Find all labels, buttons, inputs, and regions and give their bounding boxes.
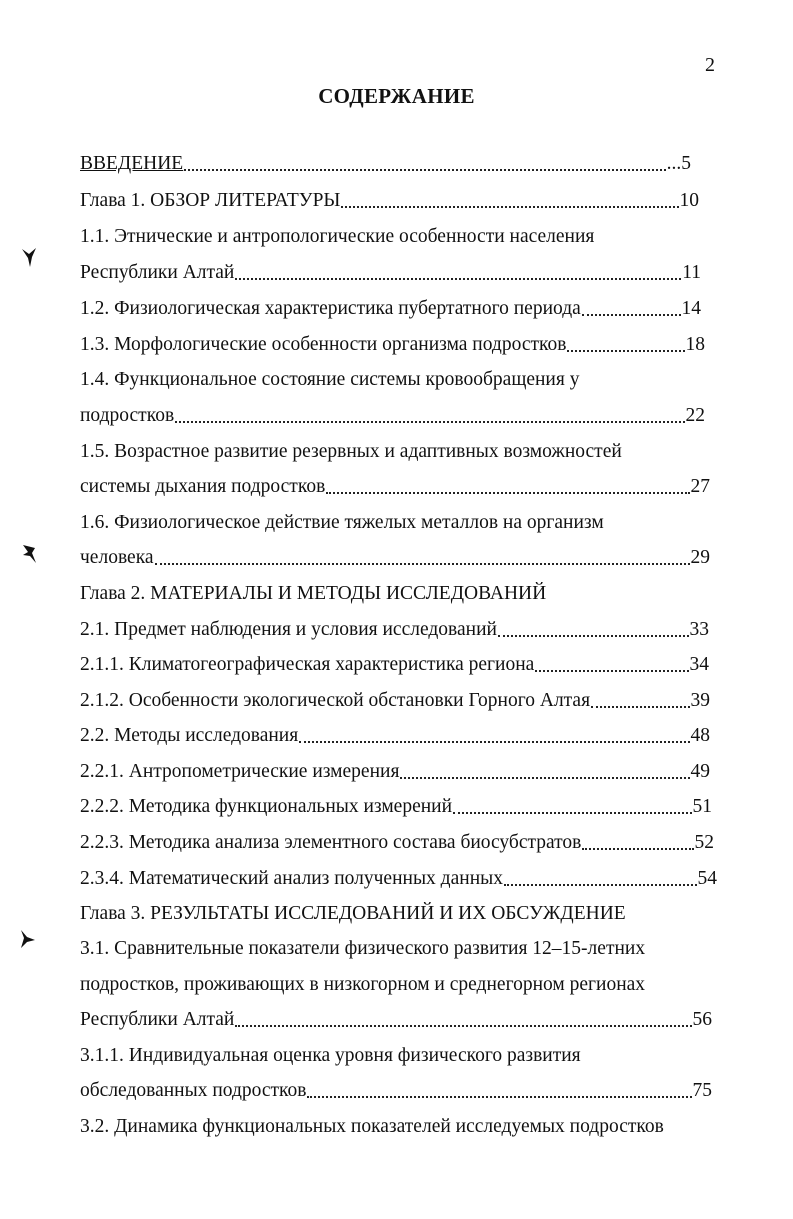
toc-entry[interactable] [80,366,579,394]
toc-entry-text: 2.1.1. Климатогеографическая характеристика региона [80,654,535,675]
toc-entry[interactable] [80,150,691,178]
toc-entry[interactable] [80,935,645,963]
page-title: СОДЕРЖАНИЕ [318,84,475,108]
toc-entry-text: Республики Алтай [80,1009,235,1030]
toc-entry[interactable] [80,544,710,572]
toc-entry[interactable] [80,295,701,323]
toc-entry-text: Глава 1. ОБЗОР ЛИТЕРАТУРЫ [80,190,341,211]
toc-entry-page: 27 [690,476,710,497]
toc-entry-text: 2.2.2. Методика функциональных измерений [80,796,453,817]
leader-dots [504,884,697,886]
toc-entry-page: 22 [685,405,705,426]
toc-entry-page: 56 [692,1009,712,1030]
toc-entry-text: 2.3.4. Математический анализ полученных данных [80,868,503,889]
toc-entry[interactable] [80,187,699,215]
toc-entry-page: 52 [694,832,714,853]
toc-entry-text: 3.2. Динамика функциональных показателей исследуемых подростков [80,1116,664,1137]
toc-entry-text: 1.1. Этнические и антропологические особенности населения [80,226,595,247]
toc-entry-text: Республики Алтай [80,262,235,283]
toc-entry[interactable] [80,793,712,821]
page-number: 2 [705,54,715,76]
toc-entry-text: человека [80,547,154,568]
toc-entry[interactable] [80,1042,581,1070]
toc-entry-text: 2.2.3. Методика анализа элементного состава биосубстратов [80,832,582,853]
leader-dots [235,1025,691,1027]
toc-entry[interactable] [80,616,709,644]
toc-entry[interactable] [80,1006,712,1034]
scan-artifact-mark [20,543,38,565]
leader-dots [299,741,689,743]
toc-entry-page: 34 [689,654,709,675]
leader-dots [567,350,684,352]
toc-entry[interactable] [80,259,701,287]
toc-entry-page: 48 [690,725,710,746]
toc-entry-text: 1.2. Физиологическая характеристика пубертатного периода [80,298,581,319]
scan-artifact-mark [20,246,38,268]
toc-entry-page: 54 [697,868,717,889]
toc-entry-page: 49 [690,761,710,782]
toc-entry-text: системы дыхания подростков [80,476,326,497]
toc-entry-text: 1.3. Морфологические особенности организма подростков [80,334,567,355]
toc-entry-text: подростков [80,405,175,426]
toc-entry-text: Глава 3. РЕЗУЛЬТАТЫ ИССЛЕДОВАНИЙ И ИХ ОБСУЖДЕНИЕ [80,903,626,924]
leader-dots [341,206,678,208]
toc-entry[interactable] [80,687,710,715]
toc-entry-text: подростков, проживающих в низкогорном и среднегорном регионах [80,974,646,995]
toc-entry-page: 39 [690,690,710,711]
toc-entry-text: 2.1. Предмет наблюдения и условия исследований [80,619,497,640]
toc-entry[interactable] [80,331,705,359]
leader-dots [453,812,691,814]
toc-entry[interactable] [80,438,622,466]
toc-entry-text: ВВЕДЕНИЕ [80,153,184,174]
toc-entry-page: 51 [692,796,712,817]
toc-entry-text: 2.2.1. Антропометрические измерения [80,761,400,782]
leader-dots [326,492,689,494]
toc-entry-page: ...5 [666,153,691,174]
toc-entry[interactable] [80,223,594,251]
toc-entry-page: 33 [689,619,709,640]
leader-dots [155,563,690,565]
leader-dots [591,706,689,708]
toc-entry-text: 3.1. Сравнительные показатели физического развития 12–15-летних [80,938,646,959]
toc-entry[interactable] [80,1113,664,1141]
leader-dots [235,278,681,280]
leader-dots [582,314,681,316]
toc-entry-text: 1.4. Функциональное состояние системы кровообращения у [80,369,580,390]
toc-entry[interactable] [80,473,710,501]
leader-dots [400,777,689,779]
leader-dots [582,848,693,850]
toc-entry[interactable] [80,1077,712,1105]
toc-entry[interactable] [80,651,709,679]
toc-entry[interactable] [80,509,604,537]
leader-dots [184,169,665,171]
toc-entry-page: 18 [685,334,705,355]
toc-entry-text: 3.1.1. Индивидуальная оценка уровня физического развития [80,1045,581,1066]
toc-entry[interactable] [80,402,705,430]
toc-entry-text: обследованных подростков [80,1080,307,1101]
toc-entry-page: 14 [681,298,701,319]
toc-entry[interactable] [80,900,626,928]
toc-entry[interactable] [80,580,546,608]
toc-entry-page: 11 [682,262,701,283]
toc-entry-text: 2.1.2. Особенности экологической обстановки Горного Алтая [80,690,591,711]
toc-entry-page: 75 [692,1080,712,1101]
leader-dots [307,1096,691,1098]
toc-entry[interactable] [80,829,714,857]
toc-entry-page: 10 [679,190,699,211]
leader-dots [175,421,684,423]
toc-entry-text: 2.2. Методы исследования [80,725,299,746]
leader-dots [498,635,689,637]
scan-artifact-mark [18,928,36,950]
leader-dots [535,670,688,672]
toc-entry-text: 1.6. Физиологическое действие тяжелых металлов на организм [80,512,604,533]
toc-entry[interactable] [80,865,717,893]
toc-entry[interactable] [80,971,645,999]
toc-entry-page: 29 [690,547,710,568]
toc-entry[interactable] [80,758,710,786]
toc-entry-text: 1.5. Возрастное развитие резервных и адаптивных возможностей [80,441,622,462]
toc-entry-text: Глава 2. МАТЕРИАЛЫ И МЕТОДЫ ИССЛЕДОВАНИЙ [80,583,547,604]
toc-entry[interactable] [80,722,710,750]
